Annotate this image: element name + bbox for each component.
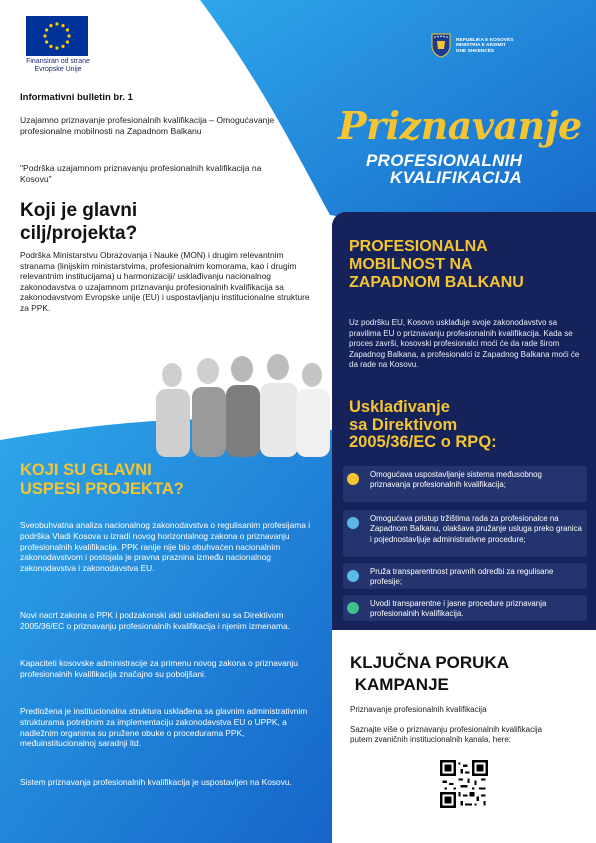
hero-script-title: Priznavanje bbox=[338, 103, 582, 148]
qr-code[interactable] bbox=[440, 760, 488, 808]
eu-caption bbox=[16, 58, 100, 74]
directive-heading-line3: 2005/36/EC o RPQ: bbox=[349, 433, 497, 451]
eu-stars-icon bbox=[26, 16, 88, 56]
directive-heading-line2: sa Direktivom bbox=[349, 415, 458, 434]
hero-line3: KVALIFIKACIJA bbox=[390, 168, 523, 187]
coat-of-arms-icon bbox=[430, 32, 452, 58]
directive-heading-line1: Usklađivanje bbox=[349, 398, 450, 416]
achievement-paragraph: Predložena je institucionalna struktura usklađena sa glavnim administrativnim strukturama potrebnim za implementaciju zakonodavstva EU o UPPK, a nadležnim organima su pružene obuke o procedurama PPK, međuinstitucionalnoj saradnji itd. bbox=[20, 706, 308, 749]
kosovo-line3: DHE SHKENCËS bbox=[456, 48, 495, 54]
professionals-photo bbox=[150, 345, 332, 457]
mobility-heading-line1: PROFESIONALNA bbox=[349, 238, 488, 255]
handshake-icon bbox=[347, 517, 359, 529]
directive-item-text: Omogućava pristup tržištima rada za profesionalce na Zapadnom Balkanu, olakšava pružanje usluga preko granica i pojednostavljuje administrativne procedure; bbox=[370, 514, 582, 544]
goal-heading-line1: Koji je glavni bbox=[20, 200, 138, 221]
mobility-heading-line2: MOBILNOST NA bbox=[349, 256, 473, 273]
directive-heading bbox=[349, 399, 589, 452]
directive-item-text: Omogućava uspostavljanje sistema međusobnog priznavanja profesionalnih kvalifikacija; bbox=[370, 470, 542, 490]
mobility-text: Uz podršku EU, Kosovo usklađuje svoje zakonodavstvo sa pravilima EU o priznavanju profesionalnih kvalifikacija. Kada se proces završi, kosovski profesionalci moći će da rade širom Zapadnog Balkana, a profesionalci iz Zapadnog Balkana moći će da rade na Kosovu. bbox=[349, 318, 580, 370]
kosovo-line1: REPUBLIKA E KOSOVËS bbox=[456, 38, 514, 43]
achievements-heading-line2: USPESI PROJEKTA? bbox=[20, 480, 184, 498]
hero-line2: PROFESIONALNIH bbox=[366, 151, 523, 170]
kosovo-ministry-text bbox=[456, 38, 556, 54]
network-icon bbox=[347, 602, 359, 614]
key-message-heading bbox=[350, 652, 590, 696]
chart-icon bbox=[347, 570, 359, 582]
key-message-heading-line1: KLJUČNA PORUKA bbox=[350, 653, 509, 672]
achievement-paragraph: Sistem priznavanja profesionalnih kvalifikacija je uspostavljen na Kosovu. bbox=[20, 777, 292, 787]
achievement-paragraph: Novi nacrt zakona o PPK i podzakonski akti usklađeni su sa Direktivom 2005/36/EC o priznavanju profesionalnih kvalifikacija i njenim izmenama. bbox=[20, 610, 291, 631]
key-message-heading-line2: KAMPANJE bbox=[350, 675, 449, 694]
achievements-heading-line1: KOJI SU GLAVNI bbox=[20, 461, 152, 479]
quote-text: "Podrška uzajamnom priznavanju profesionalnih kvalifikacija na Kosovu" bbox=[20, 163, 262, 184]
mobility-heading bbox=[349, 238, 589, 292]
achievement-paragraph: Sveobuhvatna analiza nacionalnog zakonodavstva o regulisanim profesijama i podrška Vladi Kosova u izradi novog horizontalnog zakona o priznavanju profesionalnih kvalifikacija. PPK ranije nije bio obuhvaćen nacionalnim zakonodavstvom i postojala je pravna praznina između nacionalnog zakonodavstva i zakonodavstva EU. bbox=[20, 520, 311, 574]
mobility-heading-line3: ZAPADNOM BALKANU bbox=[349, 274, 524, 291]
eu-flag bbox=[26, 16, 88, 56]
directive-item-text: Pruža transparentnost pravnih odredbi za regulisane profesije; bbox=[370, 567, 554, 587]
key-message-line1: Priznavanje profesionalnih kvalifikacija bbox=[350, 705, 487, 714]
achievement-paragraph: Kapaciteti kosovske administracije za primenu novog zakona o priznavanju profesionalnih kvalifikacija značajno su poboljšani. bbox=[20, 658, 298, 679]
goal-text: Podrška Ministarstvu Obrazovanja i Nauke (MON) i drugim relevantnim stranama (linijskim ministarstvima, profesionalnim komorama, kao i drugim relevantnim institucijama) u harmonizaciji/ usklađivanju nacionalnog zakonodavstva o uzajamnom priznavanju profesionalnih kvalifikacija sa zakonodavstvom Evropske unije (EU) i uspostavljanju institucionalne strukture za PPK. bbox=[20, 250, 310, 313]
key-message-line2: Saznajte više o priznavanju profesionalnih kvalifikacija putem zvaničnih institucionalnih kanala, here: bbox=[350, 725, 543, 745]
intro-text: Uzajamno priznavanje profesionalnih kvalifikacija – Omogućavanje profesionalne mobilnosti na Zapadnom Balkanu bbox=[20, 115, 275, 136]
eu-caption-line2: Evropske Unije bbox=[34, 66, 82, 73]
achievements-heading bbox=[20, 461, 260, 499]
goal-heading bbox=[20, 199, 240, 245]
eu-caption-line1: Finansiran od strane bbox=[26, 58, 90, 65]
lightbulb-icon bbox=[347, 473, 359, 485]
goal-heading-line2: cilj/projekta? bbox=[20, 223, 138, 244]
directive-item-text: Uvodi transparentne i jasne procedure priznavanja profesionalnih kvalifikacija. bbox=[370, 599, 547, 619]
kosovo-line2: MINISTRIA E ARSIMIT bbox=[456, 43, 506, 49]
bulletin-title: Informativni bulletin br. 1 bbox=[20, 92, 133, 103]
